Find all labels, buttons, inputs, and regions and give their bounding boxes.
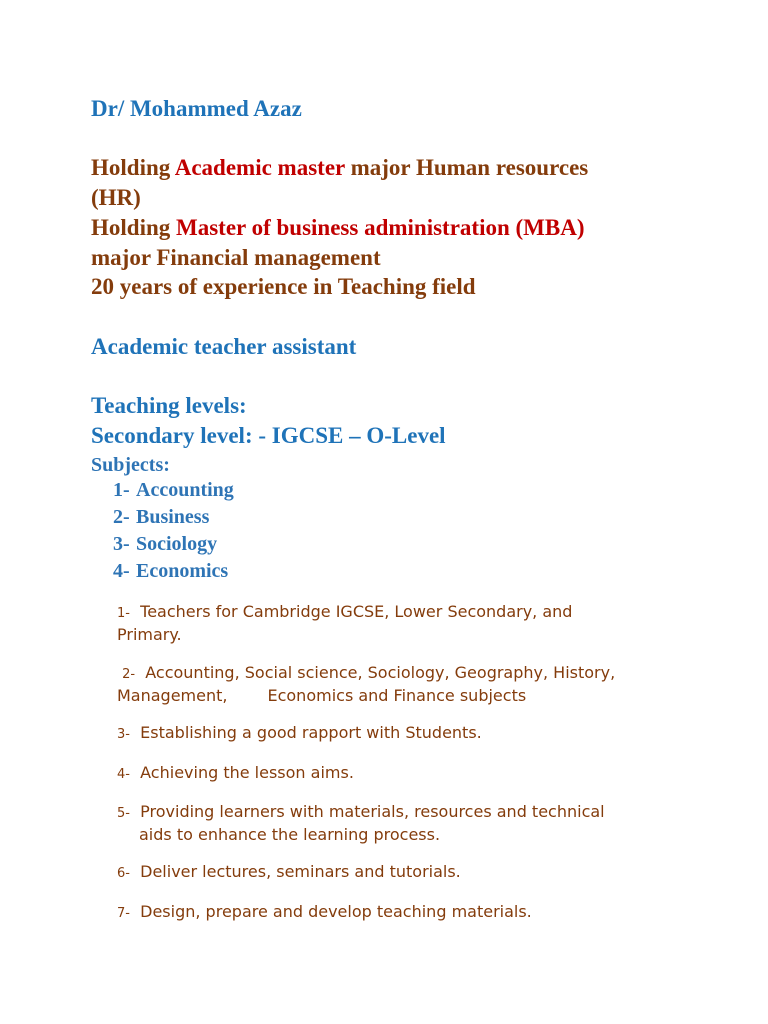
- list-item: [117, 662, 677, 706]
- duty-text-continued: Primary.: [117, 625, 182, 644]
- list-item: [113, 531, 234, 558]
- list-item: [113, 504, 234, 531]
- subject-number: 4-: [113, 560, 130, 582]
- qualification-line-3: [91, 213, 584, 243]
- subject-label: Sociology: [136, 533, 218, 555]
- duty-text-continued-2: Economics and Finance subjects: [267, 686, 527, 705]
- list-item: [117, 901, 677, 924]
- list-item: [117, 762, 677, 785]
- duty-text: Providing learners with materials, resources and technical: [140, 802, 605, 821]
- duty-text: Design, prepare and develop teaching materials.: [140, 902, 532, 921]
- duty-text: Deliver lectures, seminars and tutorials.: [140, 862, 461, 881]
- subject-number: 1-: [113, 479, 130, 501]
- list-item: [117, 722, 677, 745]
- qualification-1-suffix: major Human resources: [344, 155, 589, 180]
- subject-label: Business: [136, 506, 210, 528]
- teaching-levels-heading: Teaching levels:: [91, 393, 247, 418]
- qualification-1-prefix: Holding: [91, 155, 175, 180]
- subject-label: Economics: [136, 560, 229, 582]
- duty-text: Achieving the lesson aims.: [140, 763, 354, 782]
- duty-text: Establishing a good rapport with Students.: [140, 723, 482, 742]
- secondary-level: Secondary level: - IGCSE – O-Level: [91, 423, 446, 448]
- qualification-line-2: (HR): [91, 185, 141, 210]
- list-item: [117, 601, 677, 645]
- subjects-list: [113, 477, 234, 585]
- role-title: Academic teacher assistant: [91, 334, 357, 359]
- duty-number: 1-: [117, 606, 130, 621]
- qualification-line-1: [91, 153, 588, 183]
- duty-number: 4-: [117, 767, 130, 782]
- subject-number: 3-: [113, 533, 130, 555]
- duty-number: 7-: [117, 906, 130, 921]
- list-item: [113, 477, 234, 504]
- duty-number: 2-: [122, 667, 136, 682]
- qualification-1-highlight: Academic master: [174, 155, 345, 180]
- qualification-line-4: major Financial management: [91, 245, 381, 270]
- subjects-heading: Subjects:: [91, 454, 170, 476]
- duty-number: 3-: [117, 727, 130, 742]
- duty-text-continued: Management,: [117, 686, 228, 705]
- list-item: [117, 861, 677, 884]
- qualification-3-prefix: Holding: [91, 215, 177, 240]
- duty-number: 6-: [117, 866, 130, 881]
- duty-text: Teachers for Cambridge IGCSE, Lower Secondary, and: [140, 602, 573, 621]
- experience-line: 20 years of experience in Teaching field: [91, 274, 476, 299]
- list-item: [113, 558, 234, 585]
- subject-label: Accounting: [136, 479, 234, 501]
- list-item: [117, 801, 677, 845]
- qualification-3-highlight: Master of business administration (MBA): [176, 215, 585, 240]
- duty-number: 5-: [117, 806, 130, 821]
- subject-number: 2-: [113, 506, 130, 528]
- duty-text-continued: aids to enhance the learning process.: [139, 825, 441, 844]
- person-name: Dr/ Mohammed Azaz: [91, 96, 302, 121]
- duty-text: Accounting, Social science, Sociology, Geography, History,: [145, 663, 616, 682]
